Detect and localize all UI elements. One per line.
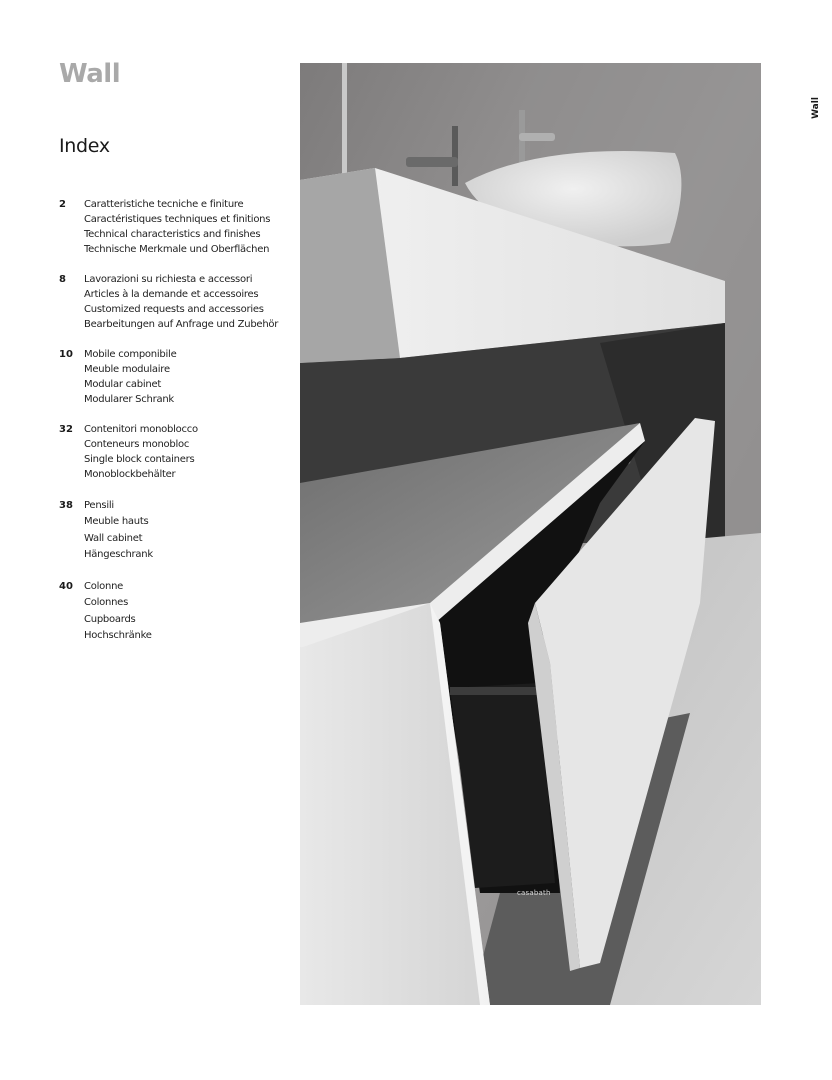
side-tab-label: Wall	[811, 97, 822, 119]
index-entry[interactable]	[59, 498, 153, 563]
index-label-en: Customized requests and accessories	[84, 304, 264, 315]
index-entry[interactable]	[59, 272, 278, 332]
index-label-en: Cupboards	[84, 613, 136, 625]
index-label-de: Monoblockbehälter	[84, 469, 176, 480]
index-label-it: Colonne	[84, 581, 124, 592]
index-label-it: Lavorazioni su richiesta e accessori	[84, 274, 253, 285]
index-label-de: Modularer Schrank	[84, 394, 174, 405]
index-label-fr: Caractéristiques techniques et finitions	[84, 214, 271, 225]
side-tab	[809, 96, 823, 120]
index-label-en: Wall cabinet	[84, 532, 143, 544]
index-label-en: Modular cabinet	[84, 379, 162, 390]
index-label-it: Caratteristiche tecniche e finiture	[84, 199, 244, 210]
index-label-de: Hochschränke	[84, 629, 152, 641]
section-title: Wall	[59, 59, 121, 89]
cabinet-illustration	[300, 63, 761, 1005]
index-label-en: Technical characteristics and finishes	[84, 229, 261, 240]
index-entry[interactable]	[59, 347, 176, 407]
index-entry[interactable]	[59, 579, 152, 644]
index-entry[interactable]	[59, 422, 198, 482]
index-page-number: 2	[59, 199, 66, 210]
index-label-de: Hängeschrank	[84, 548, 153, 560]
index-label-it: Pensili	[84, 500, 114, 511]
index-page-number: 38	[59, 500, 73, 511]
index-label-fr: Colonnes	[84, 597, 129, 609]
index-title: Index	[59, 135, 110, 157]
index-page-number: 40	[59, 581, 73, 592]
index-entry[interactable]	[59, 197, 270, 257]
index-page-number: 32	[59, 424, 73, 435]
index-page-number: 8	[59, 274, 66, 285]
product-photo	[300, 63, 761, 1005]
index-label-fr: Meuble modulaire	[84, 364, 170, 375]
index-label-fr: Meuble hauts	[84, 516, 149, 528]
brand-logo: casabath	[517, 889, 551, 897]
index-label-de: Technische Merkmale und Oberflächen	[84, 244, 270, 255]
index-label-fr: Articles à la demande et accessoires	[84, 289, 259, 300]
index-label-it: Mobile componibile	[84, 349, 177, 360]
index-page-number: 10	[59, 349, 73, 360]
index-label-de: Bearbeitungen auf Anfrage und Zubehör	[84, 319, 279, 330]
index-label-it: Contenitori monoblocco	[84, 424, 198, 435]
index-label-fr: Conteneurs monobloc	[84, 439, 190, 450]
index-label-en: Single block containers	[84, 454, 195, 465]
